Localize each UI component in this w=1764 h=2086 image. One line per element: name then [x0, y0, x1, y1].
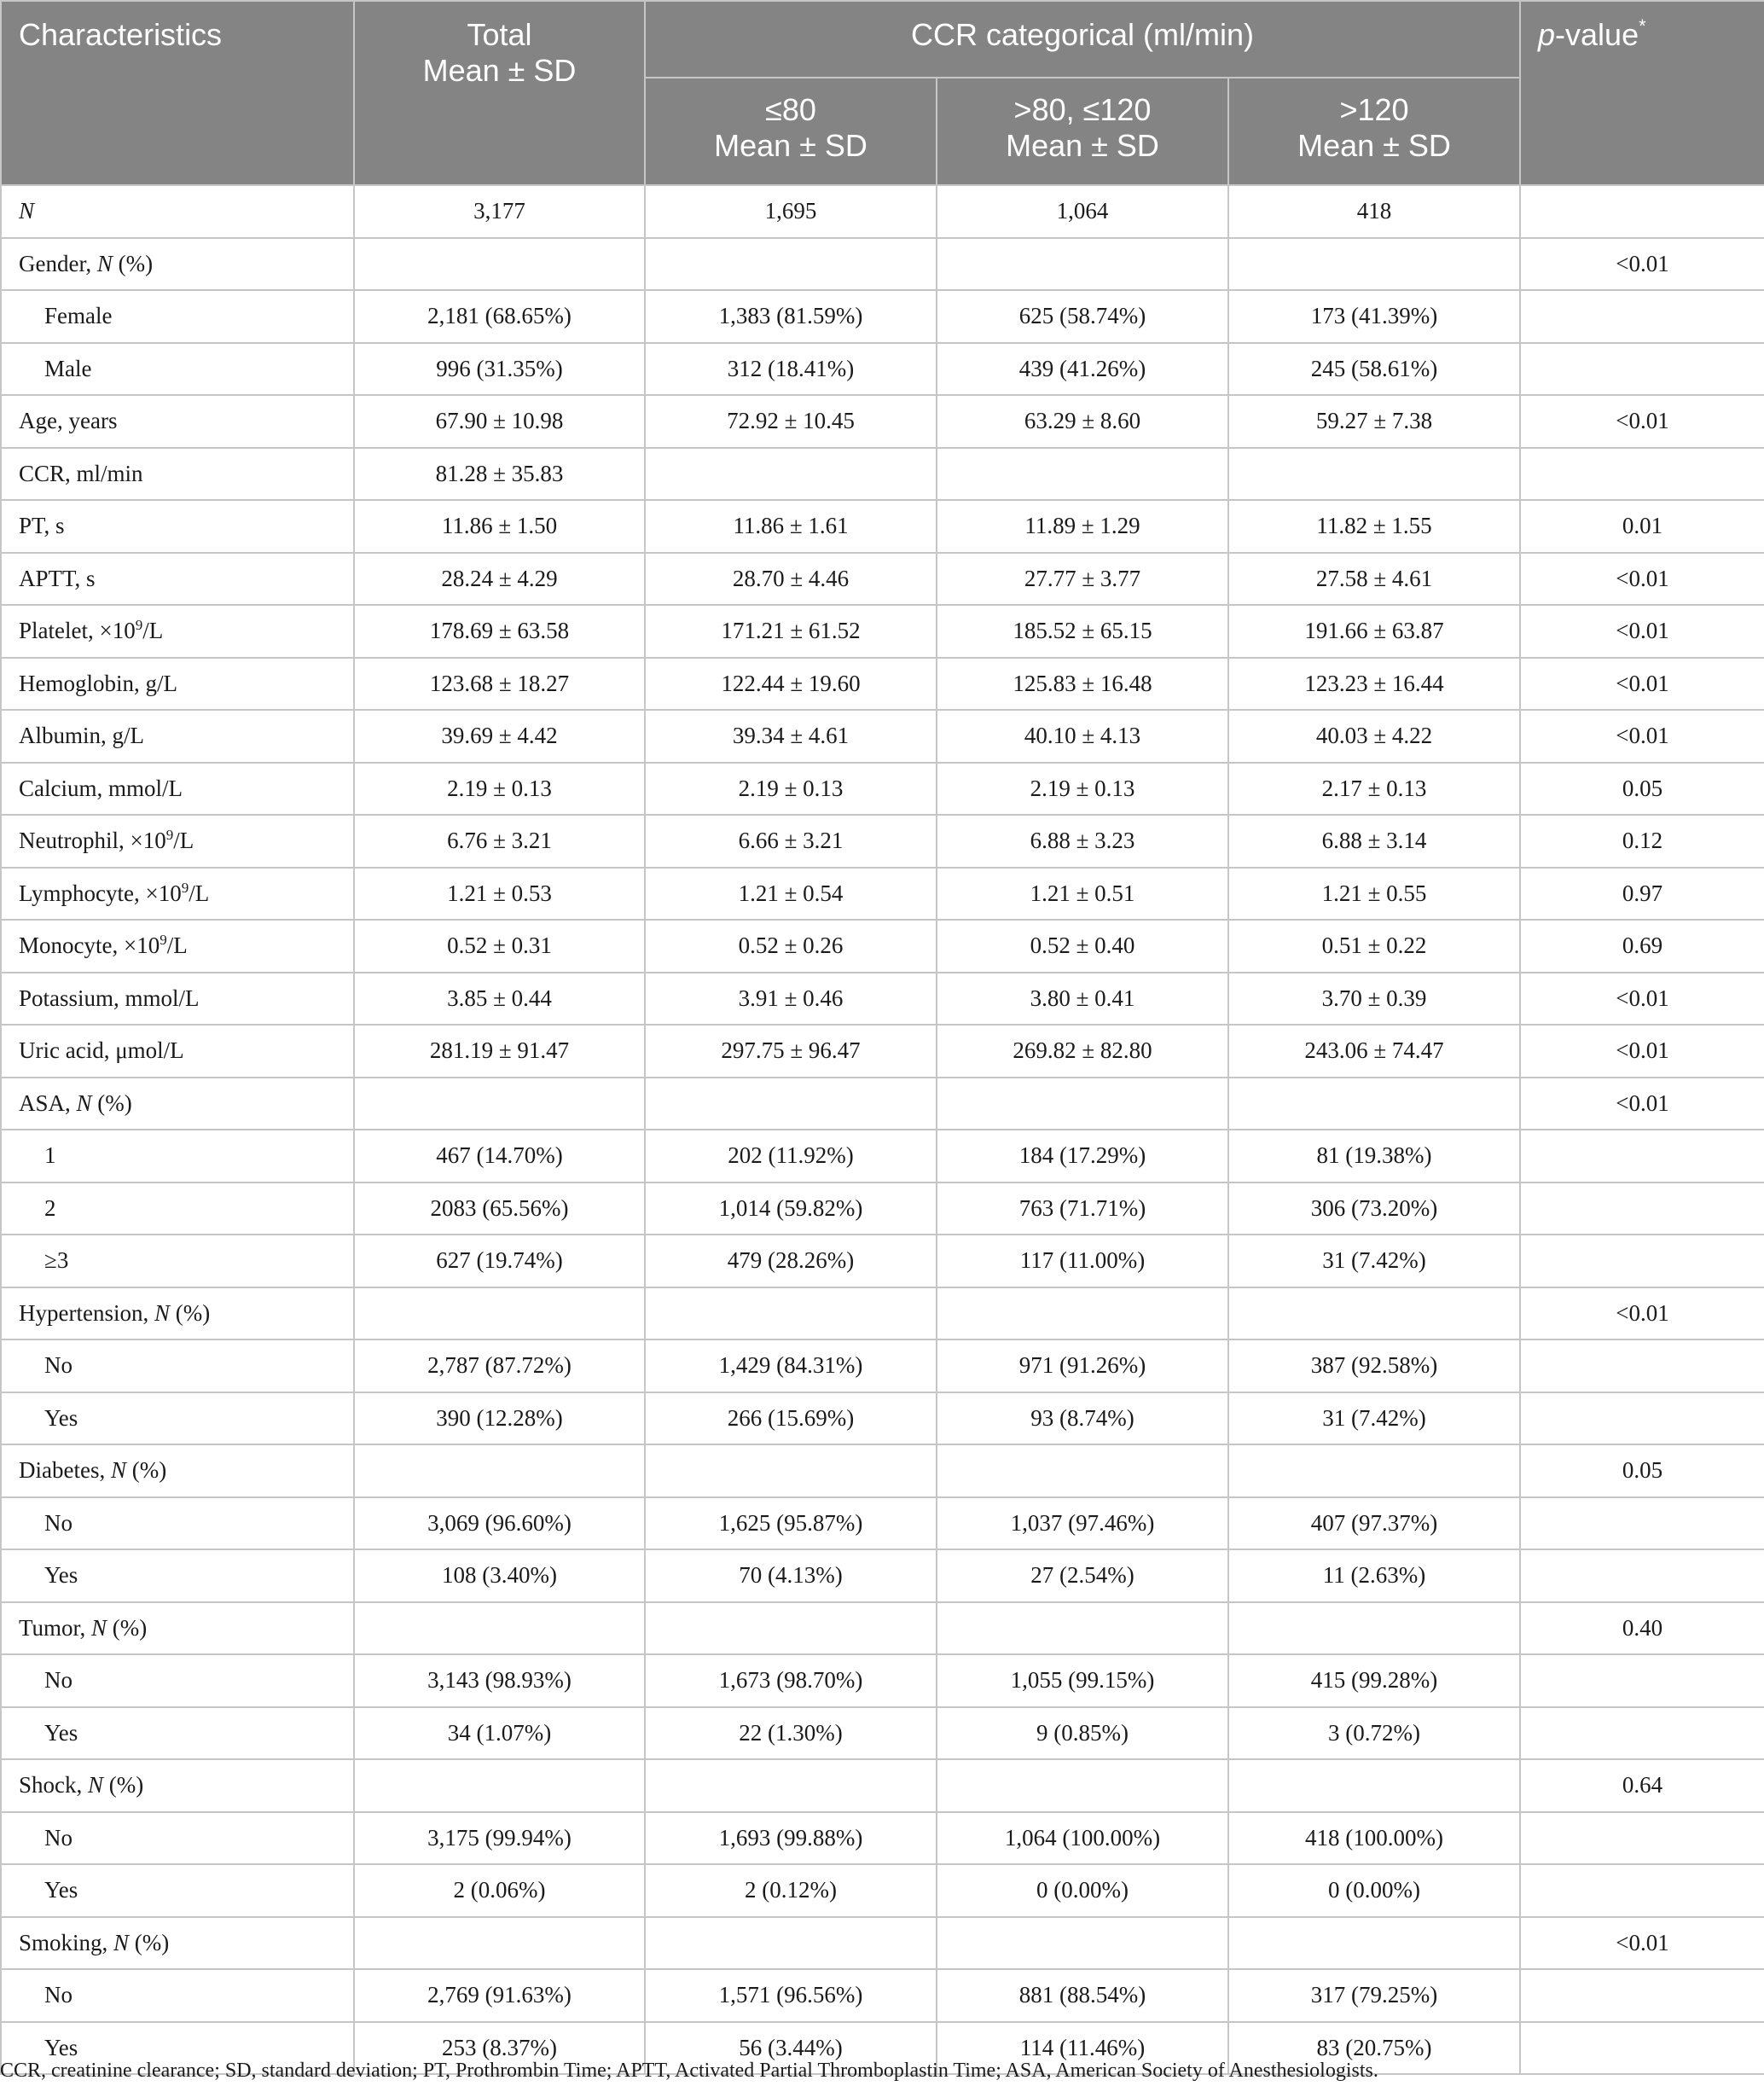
cell-ccr-80-120 — [937, 238, 1228, 291]
cell-ccr-gt120: 245 (58.61%) — [1228, 343, 1520, 396]
row-label: Hemoglobin, g/L — [1, 658, 354, 711]
cell-p-value: <0.01 — [1520, 1917, 1764, 1970]
cell-ccr-80-120: 971 (91.26%) — [937, 1339, 1228, 1392]
table-row — [1, 395, 1764, 448]
cell-p-value — [1520, 1392, 1764, 1445]
cell-ccr-80-120 — [937, 1444, 1228, 1497]
cell-ccr-le80 — [645, 238, 937, 291]
cell-ccr-80-120: 1,055 (99.15%) — [937, 1654, 1228, 1707]
table-row — [1, 815, 1764, 868]
cell-ccr-gt120: 1.21 ± 0.55 — [1228, 868, 1520, 921]
cell-ccr-le80: 6.66 ± 3.21 — [645, 815, 937, 868]
header-group-80-120: >80, ≤120 Mean ± SD — [937, 78, 1228, 185]
cell-ccr-gt120: 11 (2.63%) — [1228, 1549, 1520, 1602]
cell-ccr-80-120: 881 (88.54%) — [937, 1969, 1228, 2022]
table-row — [1, 1130, 1764, 1182]
cell-ccr-80-120: 117 (11.00%) — [937, 1235, 1228, 1287]
cell-ccr-80-120: 63.29 ± 8.60 — [937, 395, 1228, 448]
cell-ccr-gt120: 407 (97.37%) — [1228, 1497, 1520, 1550]
table-row — [1, 1864, 1764, 1917]
cell-ccr-gt120: 306 (73.20%) — [1228, 1182, 1520, 1235]
table-row — [1, 920, 1764, 973]
cell-ccr-le80: 39.34 ± 4.61 — [645, 710, 937, 763]
cell-ccr-80-120: 269.82 ± 82.80 — [937, 1025, 1228, 1078]
cell-ccr-80-120: 114 (11.46%) — [937, 2022, 1228, 2075]
cell-ccr-80-120: 1,064 — [937, 185, 1228, 238]
cell-ccr-80-120 — [937, 1759, 1228, 1812]
header-group-le80: ≤80 Mean ± SD — [645, 78, 937, 185]
cell-ccr-gt120: 3 (0.72%) — [1228, 1707, 1520, 1760]
cell-p-value — [1520, 1497, 1764, 1550]
cell-total — [354, 238, 645, 291]
cell-ccr-le80: 1,571 (96.56%) — [645, 1969, 937, 2022]
table-row — [1, 1339, 1764, 1392]
cell-ccr-le80: 1,429 (84.31%) — [645, 1339, 937, 1392]
table-row — [1, 1287, 1764, 1340]
cell-ccr-le80: 122.44 ± 19.60 — [645, 658, 937, 711]
table-row — [1, 1025, 1764, 1078]
row-label: APTT, s — [1, 553, 354, 606]
cell-ccr-gt120: 6.88 ± 3.14 — [1228, 815, 1520, 868]
header-ccr-group: CCR categorical (ml/min) — [645, 1, 1520, 78]
row-label: Monocyte, $\times 10^9/L$ — [1, 920, 354, 973]
cell-ccr-gt120 — [1228, 1602, 1520, 1655]
row-label: No — [1, 1812, 354, 1865]
cell-ccr-le80: 72.92 ± 10.45 — [645, 395, 937, 448]
cell-ccr-80-120 — [937, 1287, 1228, 1340]
cell-ccr-gt120: 173 (41.39%) — [1228, 290, 1520, 343]
cell-total: 2,787 (87.72%) — [354, 1339, 645, 1392]
cell-ccr-80-120 — [937, 1602, 1228, 1655]
cell-ccr-gt120: 2.17 ± 0.13 — [1228, 763, 1520, 816]
table-row — [1, 973, 1764, 1026]
cell-ccr-gt120: 123.23 ± 16.44 — [1228, 658, 1520, 711]
row-label: Shock, N (%) — [1, 1759, 354, 1812]
table-row — [1, 290, 1764, 343]
cell-ccr-gt120: 27.58 ± 4.61 — [1228, 553, 1520, 606]
cell-ccr-gt120: 31 (7.42%) — [1228, 1235, 1520, 1287]
cell-ccr-gt120: 83 (20.75%) — [1228, 2022, 1520, 2075]
cell-total: 0.52 ± 0.31 — [354, 920, 645, 973]
row-label: N — [1, 185, 354, 238]
cell-ccr-le80 — [645, 1078, 937, 1130]
cell-ccr-80-120: 625 (58.74%) — [937, 290, 1228, 343]
cell-total: 39.69 ± 4.42 — [354, 710, 645, 763]
table-row — [1, 1602, 1764, 1655]
header-group-gt120: >120 Mean ± SD — [1228, 78, 1520, 185]
table-row — [1, 1759, 1764, 1812]
cell-total: 108 (3.40%) — [354, 1549, 645, 1602]
cell-total — [354, 1287, 645, 1340]
cell-ccr-le80: 3.91 ± 0.46 — [645, 973, 937, 1026]
cell-total: 67.90 ± 10.98 — [354, 395, 645, 448]
row-label: 2 — [1, 1182, 354, 1235]
cell-total: 467 (14.70%) — [354, 1130, 645, 1182]
row-label: Uric acid, μmol/L — [1, 1025, 354, 1078]
cell-ccr-gt120: 81 (19.38%) — [1228, 1130, 1520, 1182]
cell-ccr-gt120: 387 (92.58%) — [1228, 1339, 1520, 1392]
cell-ccr-80-120: 93 (8.74%) — [937, 1392, 1228, 1445]
cell-ccr-gt120 — [1228, 1287, 1520, 1340]
cell-ccr-le80: 2 (0.12%) — [645, 1864, 937, 1917]
cell-ccr-80-120 — [937, 1917, 1228, 1970]
table-row — [1, 1444, 1764, 1497]
cell-p-value — [1520, 1182, 1764, 1235]
cell-ccr-gt120: 191.66 ± 63.87 — [1228, 605, 1520, 658]
cell-p-value: <0.01 — [1520, 238, 1764, 291]
cell-total: 3,177 — [354, 185, 645, 238]
table-row — [1, 1969, 1764, 2022]
row-label: No — [1, 1654, 354, 1707]
cell-ccr-gt120 — [1228, 1444, 1520, 1497]
cell-p-value: <0.01 — [1520, 1287, 1764, 1340]
cell-ccr-le80 — [645, 1444, 937, 1497]
table-row — [1, 500, 1764, 553]
cell-ccr-le80: 1,695 — [645, 185, 937, 238]
cell-ccr-le80: 1,383 (81.59%) — [645, 290, 937, 343]
row-label: PT, s — [1, 500, 354, 553]
row-label: CCR, ml/min — [1, 448, 354, 501]
cell-p-value — [1520, 1130, 1764, 1182]
cell-p-value: 0.64 — [1520, 1759, 1764, 1812]
cell-total: 2 (0.06%) — [354, 1864, 645, 1917]
cell-total: 2,181 (68.65%) — [354, 290, 645, 343]
row-label: Smoking, N (%) — [1, 1917, 354, 1970]
row-label: ASA, N (%) — [1, 1078, 354, 1130]
cell-ccr-gt120: 317 (79.25%) — [1228, 1969, 1520, 2022]
table-row — [1, 1497, 1764, 1550]
cell-ccr-gt120: 418 (100.00%) — [1228, 1812, 1520, 1865]
cell-ccr-80-120: 3.80 ± 0.41 — [937, 973, 1228, 1026]
cell-ccr-gt120: 0 (0.00%) — [1228, 1864, 1520, 1917]
cell-ccr-gt120 — [1228, 1759, 1520, 1812]
table-row — [1, 868, 1764, 921]
cell-p-value: <0.01 — [1520, 605, 1764, 658]
cell-total: 996 (31.35%) — [354, 343, 645, 396]
row-label: Yes — [1, 1864, 354, 1917]
cell-ccr-gt120 — [1228, 1078, 1520, 1130]
cell-ccr-le80: 1,625 (95.87%) — [645, 1497, 937, 1550]
cell-total: 11.86 ± 1.50 — [354, 500, 645, 553]
cell-total: 1.21 ± 0.53 — [354, 868, 645, 921]
cell-p-value — [1520, 448, 1764, 501]
cell-p-value: 0.05 — [1520, 1444, 1764, 1497]
cell-ccr-80-120: 6.88 ± 3.23 — [937, 815, 1228, 868]
cell-ccr-gt120 — [1228, 448, 1520, 501]
cell-ccr-le80: 1,673 (98.70%) — [645, 1654, 937, 1707]
cell-total: 2.19 ± 0.13 — [354, 763, 645, 816]
cell-ccr-le80: 1,693 (99.88%) — [645, 1812, 937, 1865]
row-label: Diabetes, N (%) — [1, 1444, 354, 1497]
cell-p-value — [1520, 2022, 1764, 2075]
cell-ccr-80-120: 1.21 ± 0.51 — [937, 868, 1228, 921]
cell-p-value: <0.01 — [1520, 553, 1764, 606]
cell-p-value — [1520, 1654, 1764, 1707]
cell-ccr-80-120: 27.77 ± 3.77 — [937, 553, 1228, 606]
table-row — [1, 763, 1764, 816]
cell-ccr-le80: 1.21 ± 0.54 — [645, 868, 937, 921]
cell-ccr-80-120: 439 (41.26%) — [937, 343, 1228, 396]
cell-ccr-80-120: 1,037 (97.46%) — [937, 1497, 1228, 1550]
cell-ccr-le80: 70 (4.13%) — [645, 1549, 937, 1602]
row-label: Yes — [1, 1392, 354, 1445]
cell-ccr-gt120: 59.27 ± 7.38 — [1228, 395, 1520, 448]
cell-p-value: <0.01 — [1520, 973, 1764, 1026]
cell-p-value — [1520, 290, 1764, 343]
cell-total: 3.85 ± 0.44 — [354, 973, 645, 1026]
cell-ccr-le80 — [645, 1759, 937, 1812]
cell-p-value — [1520, 1812, 1764, 1865]
table-footnote: CCR, creatinine clearance; SD, standard deviation; PT, Prothrombin Time; APTT, Activated Partial Thromboplastin Time; ASA, American Society of Anesthesiologists. — [0, 2060, 1378, 2082]
cell-ccr-le80: 266 (15.69%) — [645, 1392, 937, 1445]
cell-total — [354, 1078, 645, 1130]
cell-total — [354, 1917, 645, 1970]
cell-ccr-80-120: 185.52 ± 65.15 — [937, 605, 1228, 658]
cell-p-value — [1520, 1969, 1764, 2022]
cell-total: 123.68 ± 18.27 — [354, 658, 645, 711]
cell-p-value — [1520, 1549, 1764, 1602]
cell-total: 253 (8.37%) — [354, 2022, 645, 2075]
row-label: Male — [1, 343, 354, 396]
cell-p-value: <0.01 — [1520, 395, 1764, 448]
cell-p-value: <0.01 — [1520, 1025, 1764, 1078]
table-row — [1, 1654, 1764, 1707]
table-row — [1, 1182, 1764, 1235]
row-label: Tumor, N (%) — [1, 1602, 354, 1655]
cell-ccr-80-120: 184 (17.29%) — [937, 1130, 1228, 1182]
cell-ccr-gt120: 40.03 ± 4.22 — [1228, 710, 1520, 763]
cell-ccr-80-120: 11.89 ± 1.29 — [937, 500, 1228, 553]
header-characteristics: Characteristics — [1, 1, 354, 185]
cell-total: 3,143 (98.93%) — [354, 1654, 645, 1707]
cell-ccr-le80 — [645, 1287, 937, 1340]
cell-total — [354, 1759, 645, 1812]
cell-p-value — [1520, 343, 1764, 396]
cell-ccr-le80: 28.70 ± 4.46 — [645, 553, 937, 606]
cell-ccr-gt120: 0.51 ± 0.22 — [1228, 920, 1520, 973]
cell-ccr-80-120: 0.52 ± 0.40 — [937, 920, 1228, 973]
cell-ccr-le80: 0.52 ± 0.26 — [645, 920, 937, 973]
header-total: Total Mean ± SD — [354, 1, 645, 185]
cell-total: 178.69 ± 63.58 — [354, 605, 645, 658]
table-header — [1, 1, 1764, 185]
table-row — [1, 1917, 1764, 1970]
row-label: No — [1, 1339, 354, 1392]
row-label: Female — [1, 290, 354, 343]
cell-p-value — [1520, 185, 1764, 238]
cell-ccr-le80: 312 (18.41%) — [645, 343, 937, 396]
cell-ccr-gt120: 3.70 ± 0.39 — [1228, 973, 1520, 1026]
table-row — [1, 1235, 1764, 1287]
cell-p-value — [1520, 1707, 1764, 1760]
cell-ccr-80-120: 1,064 (100.00%) — [937, 1812, 1228, 1865]
row-label: Yes — [1, 1549, 354, 1602]
cell-ccr-le80: 202 (11.92%) — [645, 1130, 937, 1182]
cell-p-value: 0.05 — [1520, 763, 1764, 816]
cell-p-value: <0.01 — [1520, 710, 1764, 763]
table-row — [1, 605, 1764, 658]
cell-ccr-gt120: 243.06 ± 74.47 — [1228, 1025, 1520, 1078]
row-label: ≥3 — [1, 1235, 354, 1287]
row-label: Neutrophil, $\times 10^9/L$ — [1, 815, 354, 868]
cell-ccr-le80 — [645, 1917, 937, 1970]
table-row — [1, 1078, 1764, 1130]
cell-total — [354, 1444, 645, 1497]
row-label: Potassium, mmol/L — [1, 973, 354, 1026]
header-p-value: p-value* — [1520, 1, 1764, 185]
cell-total: 281.19 ± 91.47 — [354, 1025, 645, 1078]
cell-ccr-le80: 56 (3.44%) — [645, 2022, 937, 2075]
cell-ccr-gt120: 418 — [1228, 185, 1520, 238]
cell-p-value: <0.01 — [1520, 1078, 1764, 1130]
table-row — [1, 238, 1764, 291]
table-row — [1, 1812, 1764, 1865]
cell-ccr-le80: 297.75 ± 96.47 — [645, 1025, 937, 1078]
row-label: Lymphocyte, $\times 10^9/L$ — [1, 868, 354, 921]
cell-ccr-80-120: 27 (2.54%) — [937, 1549, 1228, 1602]
table-row — [1, 658, 1764, 711]
cell-p-value: 0.40 — [1520, 1602, 1764, 1655]
row-label: Calcium, mmol/L — [1, 763, 354, 816]
table-row — [1, 1549, 1764, 1602]
cell-ccr-le80 — [645, 1602, 937, 1655]
cell-p-value — [1520, 1339, 1764, 1392]
cell-ccr-gt120: 11.82 ± 1.55 — [1228, 500, 1520, 553]
row-label: Yes — [1, 1707, 354, 1760]
table-row — [1, 185, 1764, 238]
row-label: Gender, N (%) — [1, 238, 354, 291]
cell-ccr-80-120: 125.83 ± 16.48 — [937, 658, 1228, 711]
cell-p-value: 0.97 — [1520, 868, 1764, 921]
cell-ccr-le80: 479 (28.26%) — [645, 1235, 937, 1287]
cell-total: 390 (12.28%) — [354, 1392, 645, 1445]
row-label: No — [1, 1969, 354, 2022]
cell-ccr-le80: 1,014 (59.82%) — [645, 1182, 937, 1235]
row-label: Age, years — [1, 395, 354, 448]
row-label: 1 — [1, 1130, 354, 1182]
cell-total: 6.76 ± 3.21 — [354, 815, 645, 868]
cell-p-value — [1520, 1235, 1764, 1287]
cell-total — [354, 1602, 645, 1655]
cell-total: 627 (19.74%) — [354, 1235, 645, 1287]
cell-ccr-80-120 — [937, 1078, 1228, 1130]
cell-total: 2083 (65.56%) — [354, 1182, 645, 1235]
row-label: No — [1, 1497, 354, 1550]
cell-p-value: 0.12 — [1520, 815, 1764, 868]
table-row — [1, 1392, 1764, 1445]
cell-total: 34 (1.07%) — [354, 1707, 645, 1760]
cell-p-value: <0.01 — [1520, 658, 1764, 711]
cell-p-value: 0.69 — [1520, 920, 1764, 973]
cell-ccr-80-120: 40.10 ± 4.13 — [937, 710, 1228, 763]
row-label: Platelet, $\times 10^9/L$ — [1, 605, 354, 658]
cell-ccr-80-120: 9 (0.85%) — [937, 1707, 1228, 1760]
cell-ccr-80-120: 2.19 ± 0.13 — [937, 763, 1228, 816]
cell-total: 3,069 (96.60%) — [354, 1497, 645, 1550]
table-row — [1, 1707, 1764, 1760]
row-label: Albumin, g/L — [1, 710, 354, 763]
row-label: Hypertension, N (%) — [1, 1287, 354, 1340]
cell-ccr-gt120: 31 (7.42%) — [1228, 1392, 1520, 1445]
cell-ccr-le80: 2.19 ± 0.13 — [645, 763, 937, 816]
cell-ccr-80-120: 0 (0.00%) — [937, 1864, 1228, 1917]
table-row — [1, 710, 1764, 763]
cell-ccr-gt120 — [1228, 1917, 1520, 1970]
row-label: Yes — [1, 2022, 354, 2075]
table-row — [1, 448, 1764, 501]
table-body — [1, 185, 1764, 2074]
cell-ccr-80-120: 763 (71.71%) — [937, 1182, 1228, 1235]
cell-ccr-gt120 — [1228, 238, 1520, 291]
cell-total: 81.28 ± 35.83 — [354, 448, 645, 501]
cell-ccr-80-120 — [937, 448, 1228, 501]
table-row — [1, 553, 1764, 606]
cell-ccr-le80: 171.21 ± 61.52 — [645, 605, 937, 658]
cell-p-value — [1520, 1864, 1764, 1917]
cell-ccr-le80: 22 (1.30%) — [645, 1707, 937, 1760]
cell-total: 28.24 ± 4.29 — [354, 553, 645, 606]
cell-total: 3,175 (99.94%) — [354, 1812, 645, 1865]
cell-ccr-gt120: 415 (99.28%) — [1228, 1654, 1520, 1707]
cell-ccr-le80: 11.86 ± 1.61 — [645, 500, 937, 553]
cell-p-value: 0.01 — [1520, 500, 1764, 553]
cell-total: 2,769 (91.63%) — [354, 1969, 645, 2022]
table-row — [1, 343, 1764, 396]
cell-ccr-le80 — [645, 448, 937, 501]
